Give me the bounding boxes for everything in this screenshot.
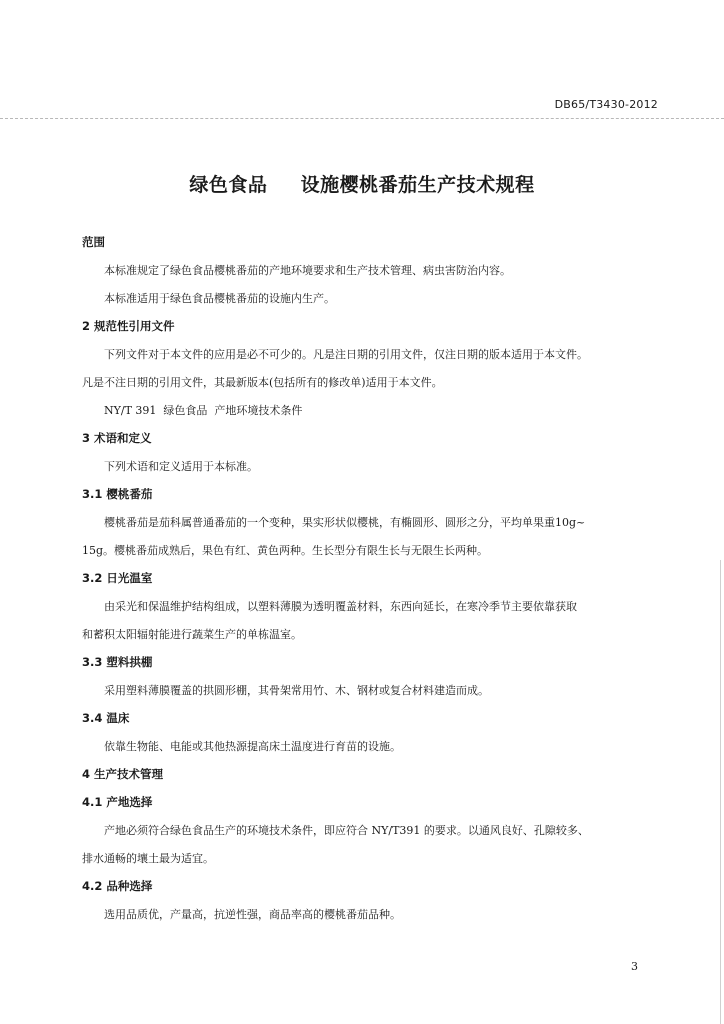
title-part-1: 绿色食品 [189,174,268,196]
section-heading: 范围 [82,235,105,249]
document-code: DB65/T3430-2012 [554,98,658,111]
paragraph: 采用塑料薄膜覆盖的拱圆形棚，其骨架常用竹、木、钢材或复合材料建造而成。 [104,684,489,697]
section-heading: 3.3 塑料拱棚 [82,655,153,669]
paragraph-continuation: 排水通畅的壤土最为适宜。 [82,852,214,865]
section-heading: 3 术语和定义 [82,431,152,445]
paragraph: 下列文件对于本文件的应用是必不可少的。凡是注日期的引用文件，仅注日期的版本适用于本文件。 [104,348,588,361]
page-number: 3 [631,960,638,973]
section-heading: 3.1 樱桃番茄 [82,487,153,501]
section-heading: 2 规范性引用文件 [82,319,175,333]
paragraph: 产地必须符合绿色食品生产的环境技术条件，即应符合 NY/T391 的要求。以通风良好、孔隙较多、 [104,824,589,837]
paragraph: 本标准规定了绿色食品樱桃番茄的产地环境要求和生产技术管理、病虫害防治内容。 [104,264,511,277]
section-heading: 4 生产技术管理 [82,767,164,781]
paragraph-continuation: 15g。樱桃番茄成熟后，果色有红、黄色两种。生长型分有限生长与无限生长两种。 [82,544,489,557]
reference-entry: NY/T 391 绿色食品 产地环境技术条件 [104,404,303,417]
paragraph: 依靠生物能、电能或其他热源提高床土温度进行育苗的设施。 [104,740,401,753]
document-body [82,235,662,935]
paragraph: 选用品质优，产量高，抗逆性强，商品率高的樱桃番茄品种。 [104,908,401,921]
section-heading: 4.1 产地选择 [82,795,153,809]
section-heading: 3.2 日光温室 [82,571,153,585]
paragraph: 樱桃番茄是茄科属普通番茄的一个变种，果实形状似樱桃，有椭圆形、圆形之分，平均单果重10g~ [104,516,586,529]
title-part-2: 设施樱桃番茄生产技术规程 [300,174,535,196]
paragraph: 由采光和保温维护结构组成，以塑料薄膜为透明覆盖材料，东西向延长，在寒冷季节主要依靠获取 [104,600,577,613]
paragraph-continuation: 和蓄积太阳辐射能进行蔬菜生产的单栋温室。 [82,628,302,641]
paragraph-continuation: 凡是不注日期的引用文件，其最新版本(包括所有的修改单)适用于本文件。 [82,376,443,389]
paragraph: 本标准适用于绿色食品樱桃番茄的设施内生产。 [104,292,335,305]
header-divider [0,118,724,119]
section-heading: 3.4 温床 [82,711,130,725]
paragraph: 下列术语和定义适用于本标准。 [104,460,258,473]
document-title [0,170,724,197]
scan-edge-line [720,560,721,1024]
section-heading: 4.2 品种选择 [82,879,153,893]
